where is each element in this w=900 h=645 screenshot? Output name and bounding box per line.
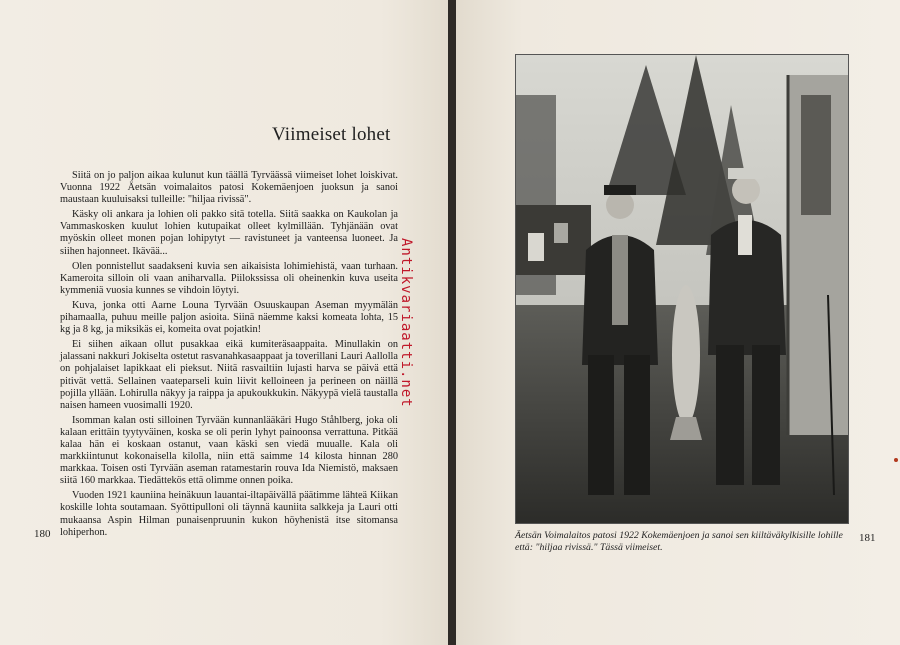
- paragraph: Kuva, jonka otti Aarne Louna Tyrvään Osuuskaupan Aseman myymälän pihamaalla, puhuu meille paljon asioita. Siinä näemme kaksi komeata lohta, 15 kg ja 8 kg, ja miksikäs ei, komeita ovat pojatkin!: [60, 299, 398, 336]
- chapter-body: [60, 170, 398, 542]
- right-page: [456, 0, 900, 645]
- paragraph: Siitä on jo paljon aikaa kulunut kun täällä Tyrväässä viimeiset lohet loiskivat. Vuonna 1922 Äetsän voimalaitos patosi Kokemäenjoen juoksun ja sanoi maustaan kuuluisaksi tulleille: "hiljaa rivissä".: [60, 170, 398, 206]
- left-page: [0, 0, 448, 645]
- paragraph: Ei siihen aikaan ollut pusakkaa eikä kumiteräsaappaita. Minullakin on jalassani nakkuri Jokiselta ostetut rasvanahkasaappaat ja toverillani Lauri Aallolla on pohjalaiset lapikkaat eli pieksut. Niitä rasvailtiin lujasti harva se päivä että pitivät vettä. Sellainen vaateparseli kuin liivit kelloineen ja perineen on näillä pojilla yllään. Lohirulla näkyy ja raippa ja apukoukkukin. Näkyypä vielä taustalla naisen hameen vuosimalli 1920.: [60, 339, 398, 411]
- page-number-left: 180: [34, 528, 51, 540]
- photo-illustration: [516, 55, 848, 523]
- historical-photo: [515, 54, 849, 524]
- chapter-heading: Viimeiset lohet: [272, 124, 391, 145]
- paragraph: Isomman kalan osti silloinen Tyrvään kunnanlääkäri Hugo Ståhlberg, joka oli kalaan erittäin tyytyväinen, koska se oli perin lyhyt painoonsa verrattuna. Pitkää kalaa hän ei koskaan ostanut, vaan käski sen viedä muualle. Kala oli markkiintunut kokonaisella kilolla, niin että saimme 14 kilosta hinnan 280 markkaa. Toisen osti Tyrvään aseman ratamestarin rouva Ida Niemistö, maksaen siitä 160 markkaa. Tiedättekös että olimme onnen poika.: [60, 414, 398, 487]
- watermark: Antikvariaatti.net: [398, 238, 414, 408]
- page-number-right: 181: [859, 532, 876, 544]
- paragraph: Olen ponnistellut saadakseni kuvia sen aikaisista lohimiehistä, vaan turhaan. Kameroita silloin oli vaan aniharvalla. Piilokssissa oli oheinenkin kuva useita kymmeniä vuosia kunnes se vihdoin löytyi.: [60, 260, 398, 296]
- ink-dot: [894, 458, 898, 462]
- paragraph: Vuoden 1921 kauniina heinäkuun lauantai-iltapäivällä päätimme lähteä Kiikan koskille lohta soutamaan. Syöttipulloni oli täynnä kauniita salkkeja ja Lauri otti mukaansa Aspin Hilman punaisenpruunin kukon höyhenistä itse sitomansa lohiperhon.: [60, 490, 398, 538]
- paragraph: Käsky oli ankara ja lohien oli pakko sitä totella. Siitä saakka on Kaukolan ja Vammaskosken kuulut lohien kutupaikat olleet kylmillään. Tyhjänään ovat myöskin olleet monen pojan lohipytyt — ravistuneet ja vanteensa luoneet. Ja siihen hajonneet. Ikävää...: [60, 209, 398, 257]
- photo-caption: Äetsän Voimalaitos patosi 1922 Kokemäenjoen ja sanoi sen kiiltäväkylkisille lohille että: "hiljaa rivissä." Tässä viimeiset.: [515, 530, 843, 553]
